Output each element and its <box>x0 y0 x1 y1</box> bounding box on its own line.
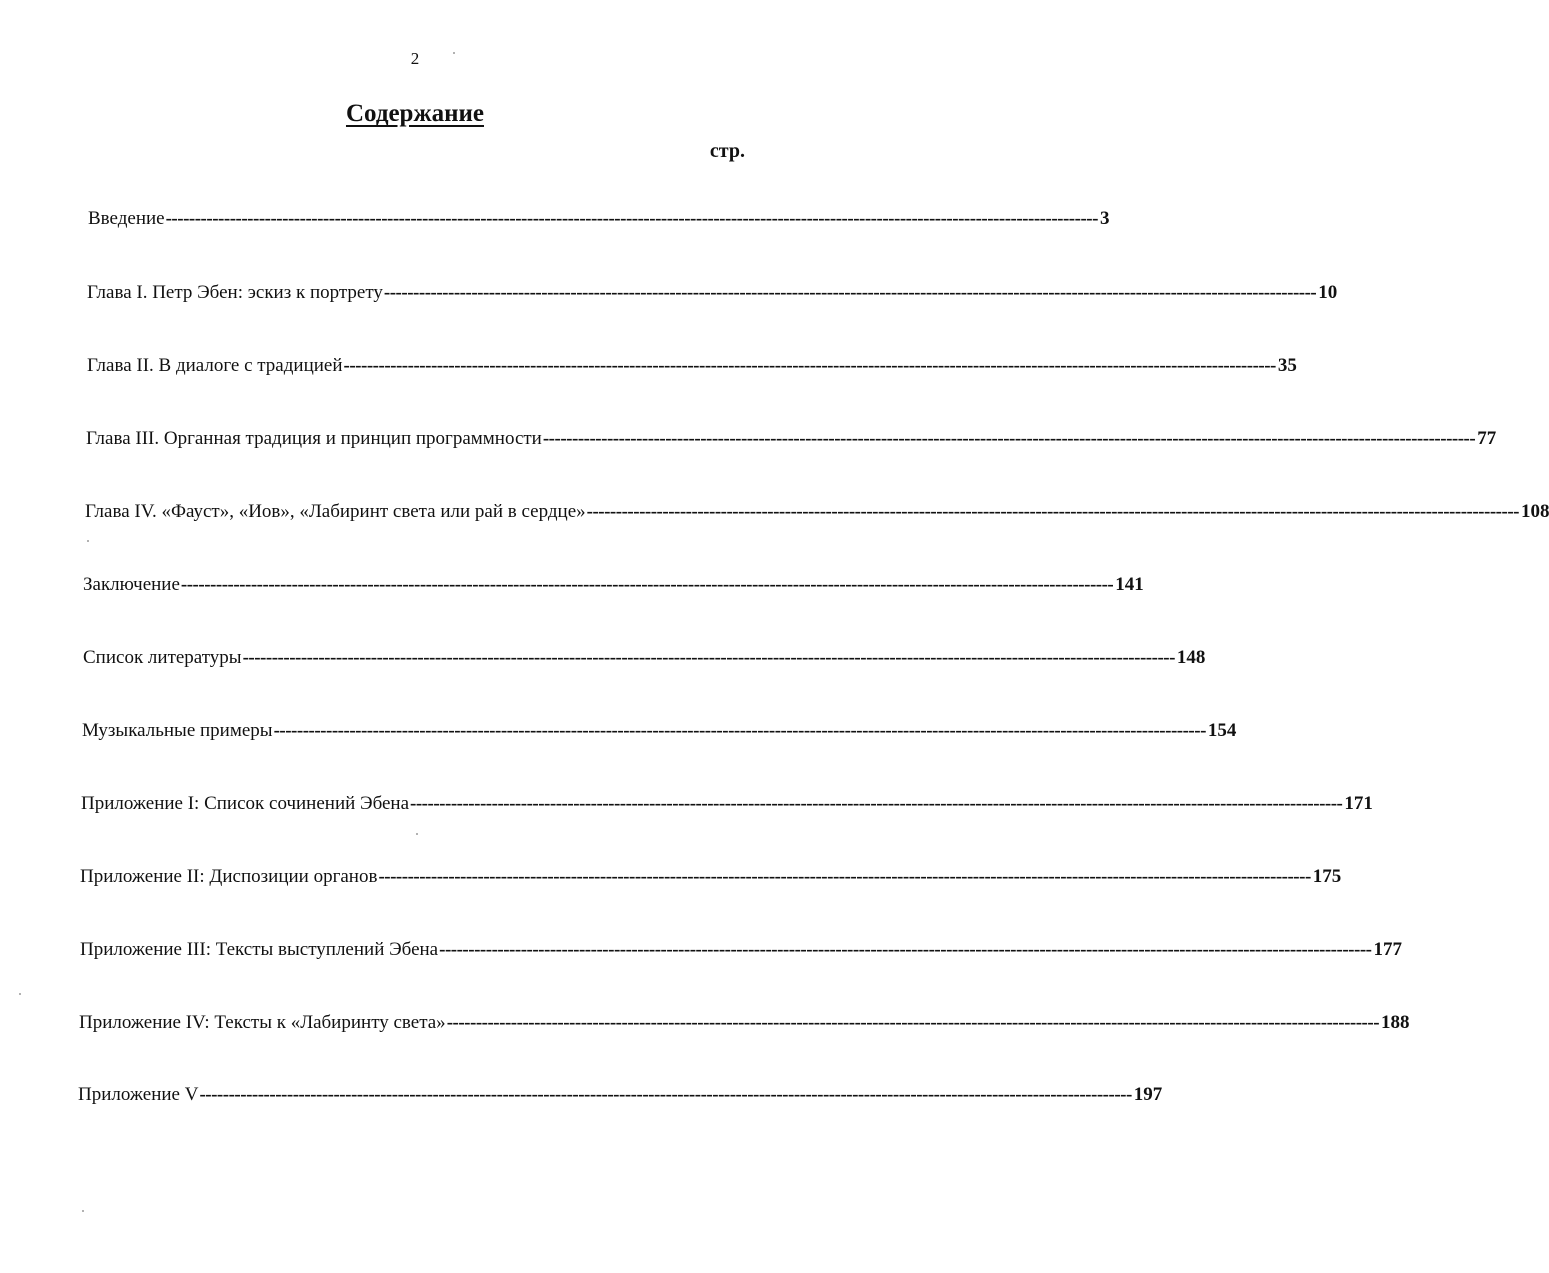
toc-entry-page: 177 <box>1373 939 1402 960</box>
scan-speck <box>82 1210 84 1212</box>
toc-entry-page: 188 <box>1381 1012 1410 1033</box>
toc-entry-appendix-2[interactable] <box>80 865 1342 889</box>
scan-speck <box>87 540 89 542</box>
toc-entry-title: Глава III. Органная традиция и принцип программности <box>86 428 542 449</box>
toc-entry-chapter-3[interactable] <box>86 427 1497 451</box>
toc-leader: ---------------------------------------------------------------------------------------------------------------------------------------------------------------- <box>343 355 1276 376</box>
toc-entry-title: Музыкальные примеры <box>82 720 273 741</box>
toc-entry-conclusion[interactable] <box>83 573 1144 597</box>
toc-leader: ---------------------------------------------------------------------------------------------------------------------------------------------------------------- <box>273 720 1206 741</box>
toc-entry-page: 154 <box>1207 720 1237 741</box>
toc-entry-page: 3 <box>1099 208 1110 229</box>
toc-entry-bibliography[interactable] <box>83 646 1206 670</box>
scan-speck <box>416 833 418 835</box>
toc-leader: ---------------------------------------------------------------------------------------------------------------------------------------------------------------- <box>586 501 1519 522</box>
toc-entry-title: Глава IV. «Фауст», «Иов», «Лабиринт света или рай в сердце» <box>85 501 586 522</box>
toc-entry-title: Приложение I: Список сочинений Эбена <box>81 793 410 814</box>
scan-speck <box>19 993 21 995</box>
toc-entry-title: Приложение V <box>78 1084 199 1105</box>
toc-entry-title: Введение <box>88 208 165 229</box>
toc-leader: ---------------------------------------------------------------------------------------------------------------------------------------------------------------- <box>378 866 1311 887</box>
toc-entry-title: Заключение <box>83 574 180 595</box>
toc-entry-title: Список литературы <box>83 647 242 668</box>
toc-entry-title: Приложение III: Тексты выступлений Эбена <box>80 939 439 960</box>
toc-entry-chapter-1[interactable] <box>87 281 1338 305</box>
toc-entry-title: Глава II. В диалоге с традицией <box>87 355 343 376</box>
toc-leader: ---------------------------------------------------------------------------------------------------------------------------------------------------------------- <box>180 574 1114 595</box>
toc-leader: ---------------------------------------------------------------------------------------------------------------------------------------------------------------- <box>242 647 1175 668</box>
toc-entry-page: 77 <box>1477 428 1497 449</box>
page-number: 2 <box>410 49 420 68</box>
toc-entry-appendix-5[interactable] <box>78 1083 1163 1107</box>
toc-leader: ---------------------------------------------------------------------------------------------------------------------------------------------------------------- <box>410 793 1343 814</box>
toc-entry-appendix-1[interactable] <box>81 792 1373 816</box>
toc-entry-title: Приложение II: Диспозиции органов <box>80 866 378 887</box>
toc-leader: ---------------------------------------------------------------------------------------------------------------------------------------------------------------- <box>165 208 1098 229</box>
toc-entry-title: Приложение IV: Тексты к «Лабиринту света» <box>79 1012 446 1033</box>
scan-speck <box>453 52 455 54</box>
toc-leader: ---------------------------------------------------------------------------------------------------------------------------------------------------------------- <box>446 1012 1380 1033</box>
toc-entry-introduction[interactable] <box>88 207 1110 231</box>
toc-entry-page: 171 <box>1344 793 1373 814</box>
toc-entry-chapter-4[interactable] <box>85 500 1549 524</box>
toc-leader: ---------------------------------------------------------------------------------------------------------------------------------------------------------------- <box>199 1084 1132 1105</box>
toc-entry-page: 197 <box>1133 1084 1163 1105</box>
toc-entry-page: 148 <box>1176 647 1206 668</box>
toc-leader: ---------------------------------------------------------------------------------------------------------------------------------------------------------------- <box>383 282 1317 303</box>
toc-entry-appendix-4[interactable] <box>79 1011 1410 1035</box>
toc-entry-page: 108 <box>1520 501 1549 522</box>
page-column-label: стр. <box>709 140 745 162</box>
toc-entry-page: 10 <box>1318 282 1338 303</box>
toc-entry-page: 141 <box>1115 574 1144 595</box>
toc-entry-music-examples[interactable] <box>82 719 1237 743</box>
toc-entry-chapter-2[interactable] <box>87 354 1297 378</box>
toc-entry-appendix-3[interactable] <box>80 938 1402 962</box>
toc-leader: ---------------------------------------------------------------------------------------------------------------------------------------------------------------- <box>542 428 1476 449</box>
toc-leader: ---------------------------------------------------------------------------------------------------------------------------------------------------------------- <box>439 939 1372 960</box>
page-title: Содержание <box>345 100 484 127</box>
toc-entry-page: 175 <box>1312 866 1342 887</box>
toc-entry-title: Глава I. Петр Эбен: эскиз к портрету <box>87 282 383 303</box>
toc-entry-page: 35 <box>1277 355 1297 376</box>
